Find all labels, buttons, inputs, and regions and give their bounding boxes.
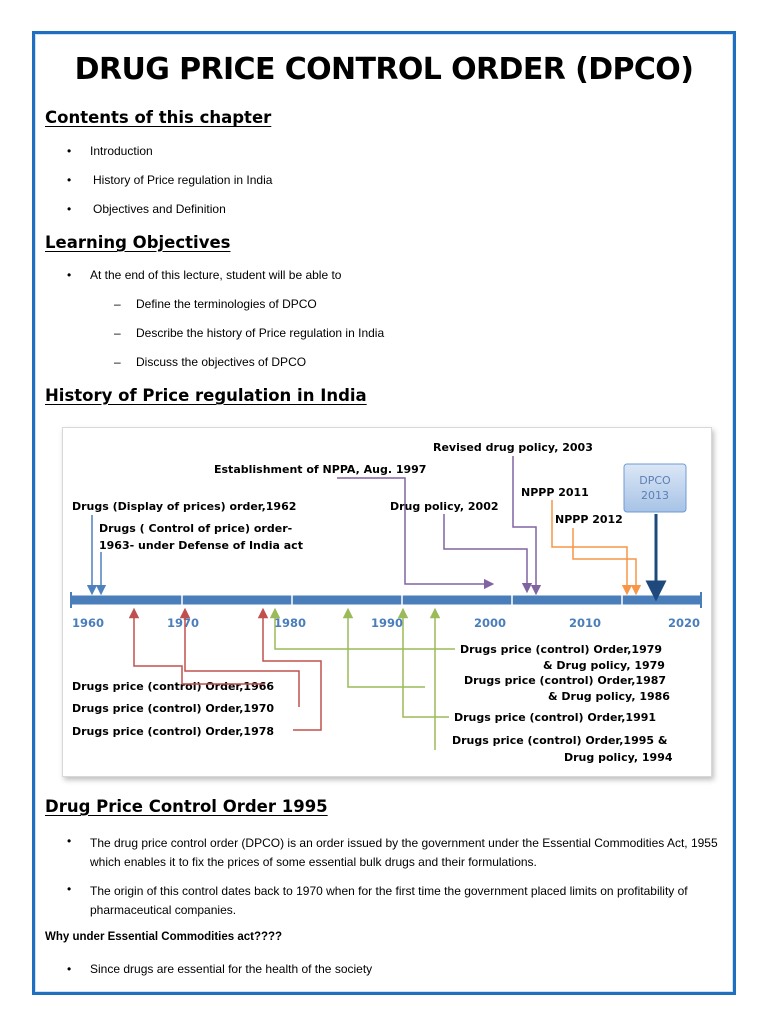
page-title: DRUG PRICE CONTROL ORDER (DPCO) bbox=[74, 52, 694, 87]
dpco1995-heading: Drug Price Control Order 1995 bbox=[45, 797, 328, 816]
bullet-icon: • bbox=[67, 962, 72, 976]
objectives-heading: Learning Objectives bbox=[45, 233, 231, 252]
event-label-nppp-2011: NPPP 2011 bbox=[521, 486, 589, 499]
dash-icon: – bbox=[114, 297, 121, 311]
contents-heading: Contents of this chapter bbox=[45, 108, 272, 127]
dash-icon: – bbox=[114, 355, 121, 369]
bullet-icon: • bbox=[67, 882, 72, 896]
tick-label: 2020 bbox=[668, 616, 701, 630]
tick-label: 1980 bbox=[274, 616, 307, 630]
contents-item: Objectives and Definition bbox=[93, 202, 226, 216]
bullet-icon: • bbox=[67, 268, 72, 282]
bullet-icon: • bbox=[67, 202, 72, 216]
tick-label: 1990 bbox=[371, 616, 404, 630]
timeline-svg bbox=[63, 428, 711, 776]
arrow-nppa-1997 bbox=[337, 478, 489, 584]
bullet-icon: • bbox=[67, 173, 72, 187]
event-label-order-1987: Drugs price (control) Order,1987 bbox=[464, 674, 667, 687]
dpco-box-label: DPCO bbox=[639, 474, 671, 487]
objective-item: Describe the history of Price regulation in India bbox=[136, 326, 385, 340]
dpco1995-paragraph: The drug price control order (DPCO) is an order issued by the government under the Essential Commodities Act, 1955 which enables it to fix the prices of some essential bulk drugs and their formulations. bbox=[90, 836, 718, 869]
dpco-box-year: 2013 bbox=[641, 489, 669, 502]
bullet-icon: • bbox=[67, 834, 72, 848]
event-label-order-1970: Drugs price (control) Order,1970 bbox=[72, 702, 275, 715]
contents-item: Introduction bbox=[90, 144, 153, 158]
tick-label: 1960 bbox=[72, 616, 105, 630]
event-label-drug-policy-2002: Drug policy, 2002 bbox=[390, 500, 499, 513]
essential-commodities-answer: Since drugs are essential for the health of the society bbox=[90, 962, 373, 976]
objective-item: Define the terminologies of DPCO bbox=[136, 297, 317, 311]
event-label-nppp-2012: NPPP 2012 bbox=[555, 513, 623, 526]
event-label-order-1978: Drugs price (control) Order,1978 bbox=[72, 725, 275, 738]
arrow-order-1991 bbox=[403, 613, 449, 717]
objective-item: Discuss the objectives of DPCO bbox=[136, 355, 307, 369]
tick-label: 2010 bbox=[569, 616, 602, 630]
event-label-defense-of-india-act: 1963- under Defense of India act bbox=[99, 539, 303, 552]
event-label-order-1995: Drugs price (control) Order,1995 & bbox=[452, 734, 668, 747]
event-label-policy-1979: & Drug policy, 1979 bbox=[543, 659, 665, 672]
event-label-policy-1986: & Drug policy, 1986 bbox=[548, 690, 670, 703]
tick-label: 1970 bbox=[167, 616, 200, 630]
event-label-revised-policy-2003: Revised drug policy, 2003 bbox=[433, 441, 593, 454]
contents-item: History of Price regulation in India bbox=[93, 173, 273, 187]
tick-label: 2000 bbox=[474, 616, 507, 630]
event-label-order-1979: Drugs price (control) Order,1979 bbox=[460, 643, 663, 656]
essential-commodities-question: Why under Essential Commodities act???? bbox=[45, 931, 283, 943]
event-label-policy-1994: Drug policy, 1994 bbox=[564, 751, 673, 764]
arrow-revised-2003 bbox=[513, 456, 536, 590]
event-label-nppa-1997: Establishment of NPPA, Aug. 1997 bbox=[214, 463, 427, 476]
arrow-policy-2002 bbox=[444, 514, 527, 588]
event-label-control-order-1963: Drugs ( Control of price) order- bbox=[99, 522, 293, 535]
bullet-icon: • bbox=[67, 144, 72, 158]
event-label-order-1991: Drugs price (control) Order,1991 bbox=[454, 711, 657, 724]
objectives-intro: At the end of this lecture, student will be able to bbox=[90, 268, 342, 282]
timeline-figure bbox=[62, 427, 712, 777]
event-label-display-order-1962: Drugs (Display of prices) order,1962 bbox=[72, 500, 297, 513]
dash-icon: – bbox=[114, 326, 121, 340]
dpco-2013-box bbox=[624, 464, 686, 512]
dpco1995-paragraph: The origin of this control dates back to 1970 when for the first time the government placed limits on profitability of pharmaceutical companies. bbox=[90, 884, 688, 917]
history-heading: History of Price regulation in India bbox=[45, 386, 367, 405]
event-label-order-1966: Drugs price (control) Order,1966 bbox=[72, 680, 275, 693]
arrow-order-1966 bbox=[134, 613, 265, 684]
